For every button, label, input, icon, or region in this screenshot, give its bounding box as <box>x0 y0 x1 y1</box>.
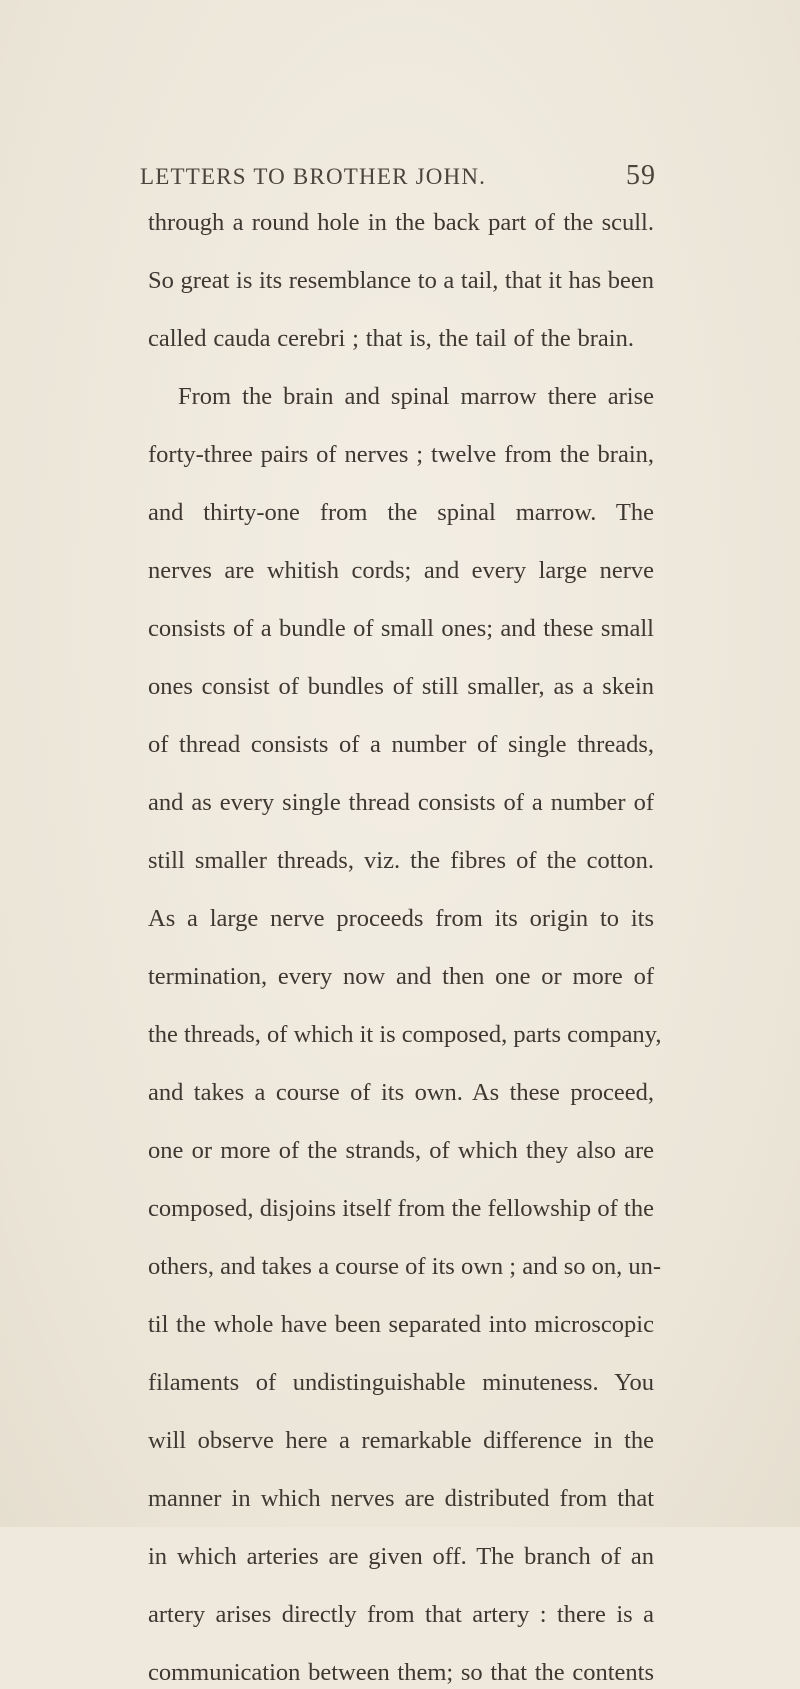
text-line: nerves are whitish cords; and every large nerve <box>148 557 654 584</box>
text-line: in which arteries are given off. The branch of an <box>148 1543 654 1570</box>
text-line: one or more of the strands, of which they also are <box>148 1137 654 1164</box>
text-line: others, and takes a course of its own ; and so on, un- <box>148 1253 662 1280</box>
text-line: As a large nerve proceeds from its origin to its <box>148 905 654 932</box>
text-line: of thread consists of a number of single threads, <box>148 731 654 758</box>
text-line: forty-three pairs of nerves ; twelve from the brain, <box>148 441 654 468</box>
text-line: still smaller threads, viz. the fibres of the cotton. <box>148 847 654 874</box>
running-title: LETTERS TO BROTHER JOHN. <box>140 164 487 189</box>
text-line: til the whole have been separated into microscopic <box>148 1311 654 1338</box>
text-line: communication between them; so that the contents <box>148 1659 654 1686</box>
text-line: artery arises directly from that artery : there is a <box>148 1601 654 1628</box>
text-line: termination, every now and then one or more of <box>148 963 654 990</box>
text-line: From the brain and spinal marrow there arise <box>178 383 654 410</box>
page-header <box>140 160 656 194</box>
text-line: through a round hole in the back part of the scull. <box>148 209 654 236</box>
text-line: and thirty-one from the spinal marrow. The <box>148 499 654 526</box>
text-line: will observe here a remarkable difference in the <box>148 1427 654 1454</box>
text-line: filaments of undistinguishable minuteness. You <box>148 1369 654 1396</box>
text-line: ones consist of bundles of still smaller, as a skein <box>148 673 654 700</box>
text-line: called cauda cerebri ; that is, the tail of the brain. <box>148 325 634 352</box>
page-number: 59 <box>626 160 656 191</box>
text-line: the threads, of which it is composed, parts company, <box>148 1021 662 1048</box>
text-line: composed, disjoins itself from the fellowship of the <box>148 1195 654 1222</box>
text-line: consists of a bundle of small ones; and these small <box>148 615 654 642</box>
text-line: and takes a course of its own. As these proceed, <box>148 1079 654 1106</box>
text-line: and as every single thread consists of a number of <box>148 789 654 816</box>
text-line: manner in which nerves are distributed from that <box>148 1485 654 1512</box>
text-line: So great is its resemblance to a tail, that it has been <box>148 267 654 294</box>
